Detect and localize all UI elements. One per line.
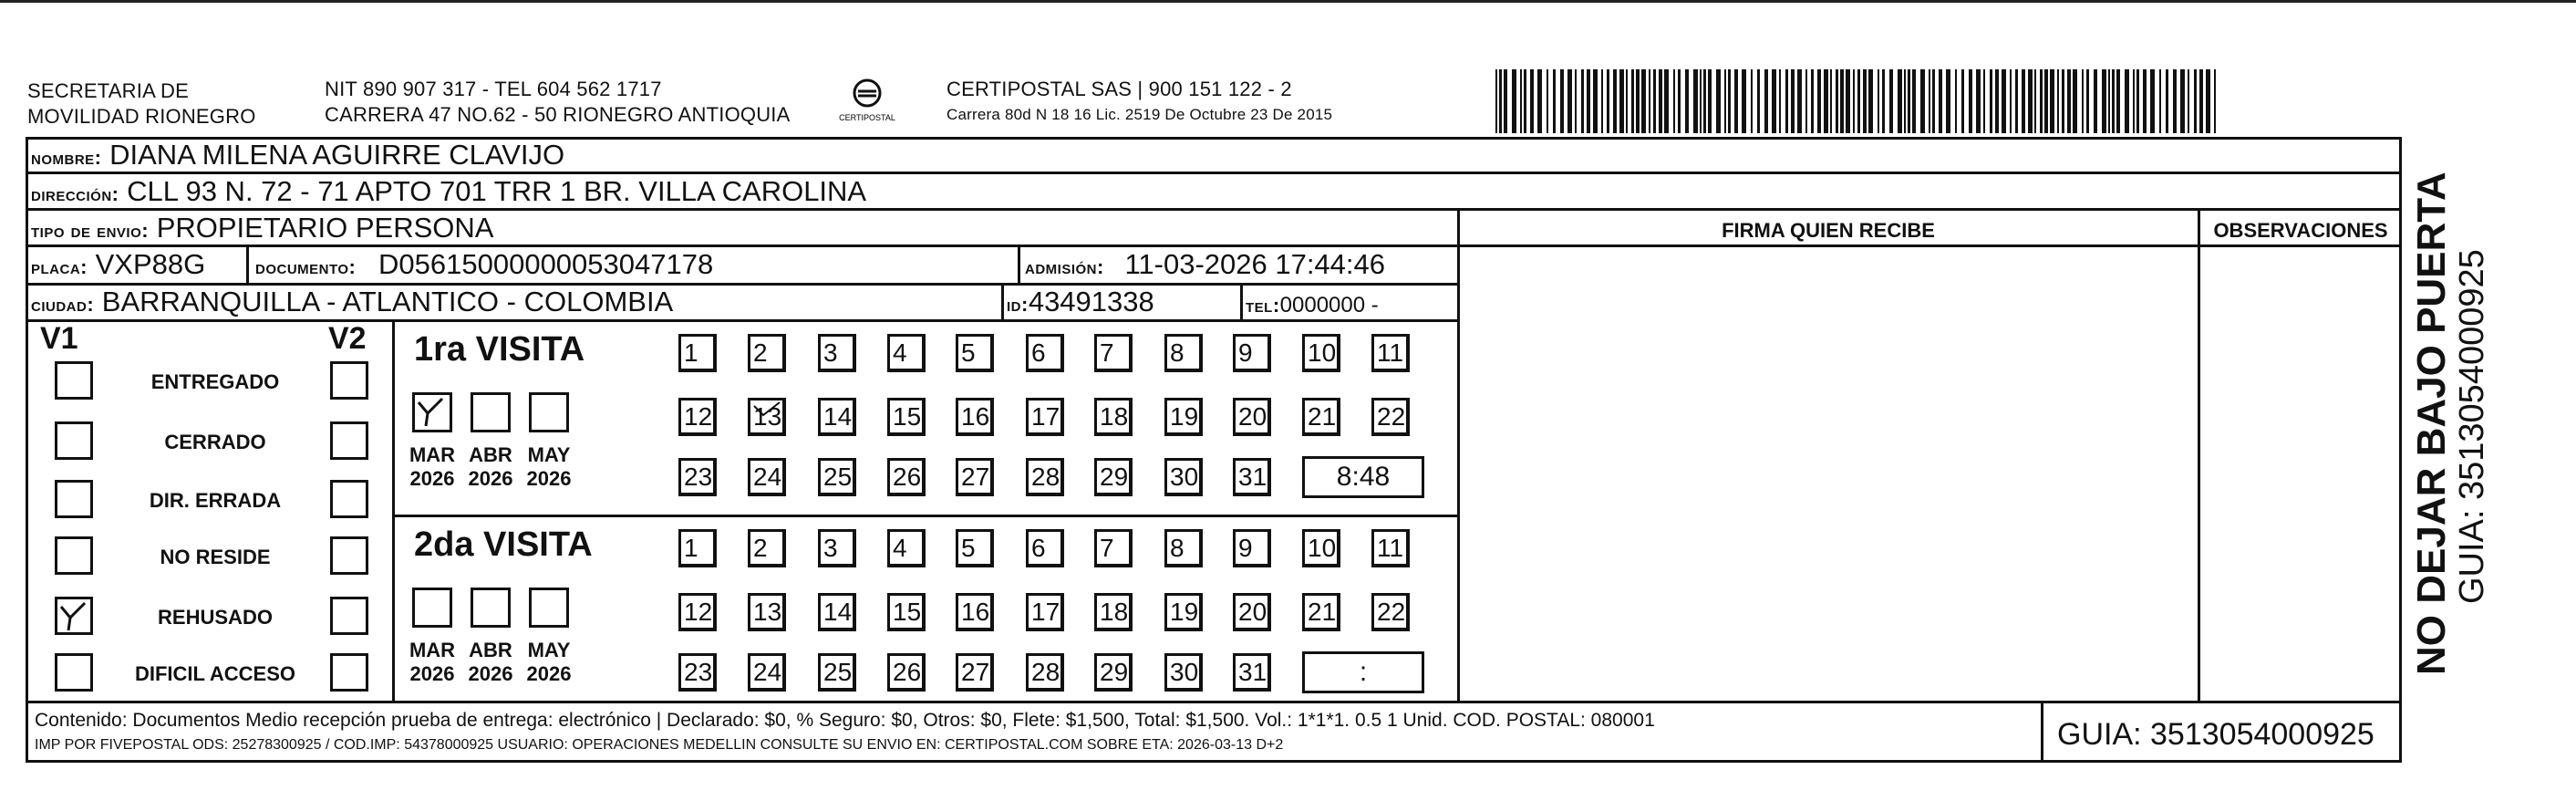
- barcode-bar: [1631, 69, 1634, 133]
- v2-checkbox[interactable]: [330, 480, 368, 518]
- documento-value: D05615000000053047178: [378, 248, 714, 280]
- barcode-bar: [1830, 69, 1832, 133]
- month-checkbox[interactable]: [471, 392, 511, 432]
- carrier-block: [947, 77, 1332, 128]
- day-box[interactable]: 9: [1233, 334, 1271, 372]
- barcode-bar: [1898, 69, 1902, 133]
- barcode-bar: [1673, 69, 1675, 133]
- v2-header: V2: [328, 321, 367, 356]
- day-box[interactable]: 9: [1233, 529, 1271, 567]
- org-name: [27, 78, 256, 130]
- status-label: DIFICIL ACCESO: [134, 662, 295, 685]
- day-box[interactable]: 23: [678, 653, 717, 692]
- direccion-value: CLL 93 N. 72 - 71 APTO 701 TRR 1 BR. VILLA CAROLINA: [127, 175, 867, 207]
- barcode-bar: [1581, 69, 1584, 133]
- day-box[interactable]: 21: [1302, 593, 1340, 631]
- barcode-bar: [2125, 69, 2129, 133]
- month-name: MAR: [409, 443, 456, 466]
- v1-checkbox[interactable]: [55, 653, 93, 692]
- barcode-bar: [1961, 69, 1964, 133]
- barcode-bar: [1700, 69, 1702, 133]
- barcode-bar: [1607, 69, 1609, 133]
- day-box[interactable]: 14: [818, 398, 856, 436]
- day-box[interactable]: 7: [1094, 529, 1133, 567]
- nombre-value: DIANA MILENA AGUIRRE CLAVIJO: [109, 139, 565, 171]
- barcode-bar: [1636, 69, 1640, 133]
- barcode-bar: [1524, 69, 1526, 133]
- status-label: REHUSADO: [158, 606, 273, 629]
- barcode-bar: [1619, 69, 1624, 133]
- time-box[interactable]: 8:48: [1302, 456, 1424, 498]
- status-label: ENTREGADO: [150, 370, 280, 393]
- barcode-bar: [1742, 69, 1746, 133]
- barcode-bar: [1499, 69, 1502, 133]
- barcode-bar: [1904, 69, 1906, 133]
- barcode-bar: [1779, 69, 1781, 133]
- day-box[interactable]: 12: [678, 593, 717, 631]
- footer-imp: IMP POR FIVEPOSTAL ODS: 25278300925 / COD.IMP: 54378000925 USUARIO: OPERACIONES MEDELLIN CONSULTE SU ENVIO EN: CERTIPOSTAL.COM SOBRE ETA: 2026-03-13 D+2: [35, 737, 1284, 753]
- barcode-bar: [2073, 69, 2077, 133]
- carrier-line-1: CERTIPOSTAL SAS | 900 151 122 - 2: [947, 78, 1292, 100]
- barcode-bar: [2206, 69, 2210, 133]
- day-box[interactable]: 16: [956, 593, 994, 631]
- barcode-bar: [1836, 69, 1838, 133]
- barcode-bar: [2002, 69, 2006, 133]
- v2-checkbox[interactable]: [330, 361, 368, 400]
- day-box[interactable]: 17: [1026, 398, 1064, 436]
- direccion-row: [31, 176, 866, 210]
- v2-checkbox[interactable]: [330, 597, 368, 635]
- day-box[interactable]: 29: [1094, 653, 1133, 692]
- day-box[interactable]: 20: [1233, 398, 1271, 436]
- day-box[interactable]: 2: [748, 334, 786, 372]
- month-year: 2026: [468, 662, 513, 685]
- month-label: [403, 639, 461, 686]
- barcode-bar: [1995, 69, 1999, 133]
- barcode-bar: [1649, 69, 1650, 133]
- barcode-bar: [2050, 69, 2054, 133]
- barcode-bar: [1912, 69, 1916, 133]
- day-box[interactable]: 15: [887, 593, 926, 631]
- day-box[interactable]: 4: [887, 334, 926, 372]
- month-name: ABR: [469, 639, 512, 661]
- day-box[interactable]: 15: [887, 398, 926, 436]
- barcode-bar: [2116, 69, 2120, 133]
- barcode-bar: [1969, 69, 1972, 133]
- barcode-bar: [2173, 69, 2177, 133]
- time-box[interactable]: :: [1302, 651, 1424, 693]
- day-box[interactable]: 18: [1094, 593, 1133, 631]
- barcode-bar: [2102, 69, 2106, 133]
- signature-area[interactable]: [1459, 248, 2198, 701]
- day-box[interactable]: 28: [1026, 458, 1064, 496]
- barcode-bar: [1734, 69, 1738, 133]
- barcode-bar: [1772, 69, 1776, 133]
- id-label: id:: [1007, 293, 1029, 316]
- barcode-bar: [1797, 69, 1802, 133]
- barcode-bar: [1641, 69, 1646, 133]
- id-cell: [1007, 286, 1154, 320]
- barcode-bar: [1626, 69, 1628, 133]
- barcode-bar: [1889, 69, 1893, 133]
- day-box[interactable]: 7: [1094, 334, 1133, 372]
- barcode-bar: [1976, 69, 1981, 133]
- footer-contenido: Contenido: Documentos Medio recepción prueba de entrega: electrónico | Declarado: $0, % Seguro: $0, Otros: $0, Flete: $1,500, Total: $1,500. Vol.: 1*1*1. 0.5 1 Unid. COD. POSTAL: 080001: [35, 710, 1655, 731]
- barcode-bar: [1520, 69, 1522, 133]
- barcode-bar: [1983, 69, 1985, 133]
- day-box[interactable]: 24: [748, 653, 786, 692]
- month-label: [520, 443, 578, 491]
- day-box[interactable]: 8: [1164, 529, 1203, 567]
- placa-value: VXP88G: [95, 248, 206, 280]
- barcode-bar: [1929, 69, 1930, 133]
- observations-area[interactable]: [2199, 248, 2402, 701]
- barcode-bar: [1863, 69, 1867, 133]
- barcode-bar: [2199, 69, 2203, 133]
- barcode-bar: [1560, 69, 1564, 133]
- barcode-bar: [2133, 69, 2135, 133]
- barcode-bar: [1853, 69, 1855, 133]
- certipostal-logo: [835, 75, 899, 130]
- admision-value: 11-03-2026 17:44:46: [1124, 248, 1386, 280]
- day-box[interactable]: 30: [1164, 653, 1203, 692]
- barcode-bar: [1659, 69, 1662, 133]
- barcode-bar: [1805, 69, 1807, 133]
- visit-title: 1ra VISITA: [414, 330, 585, 369]
- top-rule: [0, 0, 2576, 3]
- barcode-bar: [2194, 69, 2197, 133]
- barcode-bar: [2094, 69, 2097, 133]
- month-year: 2026: [409, 467, 455, 490]
- side-guia: GUIA: 3513054000925: [2453, 249, 2491, 604]
- day-box[interactable]: 22: [1371, 398, 1410, 436]
- barcode-bar: [1664, 69, 1669, 133]
- day-box[interactable]: 2: [748, 529, 786, 567]
- placa-cell: [31, 249, 205, 283]
- month-year: 2026: [468, 467, 513, 490]
- day-box[interactable]: 11: [1371, 529, 1410, 567]
- day-box[interactable]: 26: [887, 458, 926, 496]
- barcode-bar: [1495, 69, 1497, 133]
- day-box[interactable]: 27: [956, 653, 994, 692]
- barcode-bar: [1878, 69, 1879, 133]
- barcode-bar: [2062, 69, 2064, 133]
- day-box[interactable]: 1: [678, 529, 717, 567]
- month-name: MAR: [409, 639, 456, 661]
- barcode-bar: [1824, 69, 1828, 133]
- status-label: NO RESIDE: [160, 546, 271, 568]
- barcode-bar: [1757, 69, 1760, 133]
- day-box[interactable]: 29: [1094, 458, 1133, 496]
- barcode-bar: [1716, 69, 1721, 133]
- day-box[interactable]: 12: [678, 398, 717, 436]
- barcode-bar: [2136, 69, 2139, 133]
- day-box[interactable]: 25: [818, 653, 856, 692]
- barcode-bar: [1512, 69, 1516, 133]
- barcode-bar: [1703, 69, 1706, 133]
- observaciones-header: OBSERVACIONES: [2213, 219, 2388, 242]
- barcode-bar: [2112, 69, 2115, 133]
- day-box[interactable]: 8: [1164, 334, 1203, 372]
- barcode-bar: [1932, 69, 1935, 133]
- day-box[interactable]: 6: [1026, 334, 1064, 372]
- barcode-bar: [2159, 69, 2161, 133]
- day-box[interactable]: 20: [1233, 593, 1271, 631]
- barcode-bar: [1946, 69, 1950, 133]
- barcode-bar: [1553, 69, 1556, 133]
- day-box[interactable]: 5: [956, 334, 994, 372]
- day-box[interactable]: 25: [818, 458, 856, 496]
- barcode-bar: [1920, 69, 1925, 133]
- barcode-bar: [1764, 69, 1768, 133]
- day-box[interactable]: 13: [748, 593, 786, 631]
- day-box[interactable]: 31: [1233, 458, 1271, 496]
- barcode-bar: [2180, 69, 2185, 133]
- barcode-bar: [1785, 69, 1788, 133]
- month-checkbox[interactable]: [471, 588, 511, 628]
- month-label: [403, 443, 461, 491]
- barcode-bar: [1601, 69, 1603, 133]
- tipo-value: PROPIETARIO PERSONA: [156, 212, 494, 244]
- day-box[interactable]: 23: [678, 458, 717, 496]
- nit-block: [325, 77, 790, 128]
- tel-label: tel:: [1246, 294, 1280, 317]
- barcode-bar: [1587, 69, 1590, 133]
- month-label: [520, 639, 578, 686]
- v1-checkbox[interactable]: [55, 597, 93, 635]
- barcode-bar: [2188, 69, 2189, 133]
- org-line-1: SECRETARIA DE: [27, 79, 190, 102]
- month-name: MAY: [527, 639, 571, 661]
- barcode-bar: [1724, 69, 1726, 133]
- month-checkbox[interactable]: [529, 588, 569, 628]
- day-box[interactable]: 27: [956, 458, 994, 496]
- v1-checkbox[interactable]: [55, 421, 93, 460]
- barcode-bar: [1678, 69, 1681, 133]
- day-box[interactable]: 31: [1233, 653, 1271, 692]
- day-box[interactable]: 4: [887, 529, 926, 567]
- day-box[interactable]: 28: [1026, 653, 1064, 692]
- status-label: CERRADO: [164, 431, 266, 453]
- month-name: MAY: [527, 443, 571, 466]
- barcode-bar: [2015, 69, 2018, 133]
- barcode-bar: [1593, 69, 1598, 133]
- barcode: [1495, 69, 2225, 135]
- documento-label: documento:: [255, 255, 357, 278]
- admision-label: admisión:: [1025, 255, 1104, 278]
- barcode-bar: [2057, 69, 2059, 133]
- ciudad-cell: [31, 286, 673, 320]
- day-box[interactable]: 21: [1302, 398, 1340, 436]
- nombre-label: nombre:: [31, 146, 102, 169]
- barcode-bar: [2028, 69, 2033, 133]
- nit-line-1: NIT 890 907 317 - TEL 604 562 1717: [325, 78, 662, 100]
- barcode-bar: [2150, 69, 2155, 133]
- tipo-row: [31, 213, 493, 246]
- barcode-bar: [1547, 69, 1548, 133]
- month-year: 2026: [526, 467, 572, 490]
- month-label: [461, 639, 520, 686]
- placa-label: placa:: [31, 255, 88, 278]
- id-value: 43491338: [1028, 286, 1154, 317]
- barcode-bar: [2214, 69, 2216, 133]
- barcode-bar: [2067, 69, 2071, 133]
- barcode-bar: [1811, 69, 1814, 133]
- day-box[interactable]: 26: [887, 653, 926, 692]
- barcode-bar: [1693, 69, 1698, 133]
- barcode-bar: [2082, 69, 2084, 133]
- day-box[interactable]: 30: [1164, 458, 1203, 496]
- barcode-bar: [1530, 69, 1534, 133]
- day-box[interactable]: 19: [1164, 593, 1203, 631]
- day-box[interactable]: 10: [1302, 529, 1340, 567]
- no-dejar-bajo-puerta: NO DEJAR BAJO PUERTA: [2409, 172, 2454, 675]
- barcode-bar: [1685, 69, 1689, 133]
- month-label: [461, 443, 520, 491]
- barcode-bar: [1857, 69, 1860, 133]
- barcode-bar: [2040, 69, 2043, 133]
- day-box[interactable]: 16: [956, 398, 994, 436]
- carrier-line-2: Carrera 80d N 18 16 Lic. 2519 De Octubre 23 De 2015: [947, 106, 1333, 123]
- admision-cell: [1025, 249, 1385, 283]
- barcode-bar: [2086, 69, 2089, 133]
- barcode-bar: [1613, 69, 1617, 133]
- barcode-bar: [1791, 69, 1795, 133]
- barcode-bar: [2022, 69, 2025, 133]
- day-box[interactable]: 1: [678, 334, 717, 372]
- nit-line-2: CARRERA 47 NO.62 - 50 RIONEGRO ANTIOQUIA: [325, 103, 791, 126]
- svg-text:CERTIPOSTAL: CERTIPOSTAL: [839, 113, 895, 122]
- barcode-bar: [2010, 69, 2012, 133]
- barcode-bar: [1751, 69, 1753, 133]
- tipo-label: tipo de envio:: [31, 219, 150, 242]
- barcode-bar: [1567, 69, 1572, 133]
- barcode-bar: [1990, 69, 1992, 133]
- barcode-bar: [1728, 69, 1731, 133]
- visit-title: 2da VISITA: [414, 525, 593, 564]
- barcode-bar: [2143, 69, 2147, 133]
- ciudad-label: ciudad:: [31, 293, 95, 316]
- month-checkbox[interactable]: [412, 588, 452, 628]
- barcode-bar: [1846, 69, 1850, 133]
- barcode-bar: [1868, 69, 1873, 133]
- barcode-bar: [1955, 69, 1957, 133]
- barcode-bar: [1840, 69, 1844, 133]
- v2-checkbox[interactable]: [330, 421, 368, 460]
- day-box[interactable]: 11: [1371, 334, 1410, 372]
- v2-checkbox[interactable]: [330, 536, 368, 575]
- barcode-bar: [1882, 69, 1885, 133]
- footer-guia: GUIA: 3513054000925: [2057, 717, 2374, 752]
- day-box[interactable]: 19: [1164, 398, 1203, 436]
- barcode-bar: [1653, 69, 1656, 133]
- day-box[interactable]: 17: [1026, 593, 1064, 631]
- v2-checkbox[interactable]: [330, 653, 368, 692]
- documento-cell: [255, 249, 713, 283]
- day-box[interactable]: 6: [1026, 529, 1064, 567]
- month-name: ABR: [469, 443, 512, 466]
- day-box[interactable]: 14: [818, 593, 856, 631]
- day-box[interactable]: 5: [956, 529, 994, 567]
- barcode-bar: [1504, 69, 1507, 133]
- direccion-label: dirección:: [31, 182, 119, 205]
- day-box[interactable]: 18: [1094, 398, 1133, 436]
- barcode-bar: [1908, 69, 1910, 133]
- day-box[interactable]: 3: [818, 334, 856, 372]
- tel-value: 0000000 -: [1279, 293, 1379, 317]
- day-box[interactable]: 10: [1302, 334, 1340, 372]
- barcode-bar: [2034, 69, 2036, 133]
- day-box[interactable]: 3: [818, 529, 856, 567]
- org-line-2: MOVILIDAD RIONEGRO: [27, 105, 256, 128]
- barcode-bar: [2166, 69, 2168, 133]
- tel-cell: [1246, 290, 1379, 321]
- day-box[interactable]: 24: [748, 458, 786, 496]
- barcode-bar: [1939, 69, 1942, 133]
- status-label: DIR. ERRADA: [149, 489, 282, 512]
- barcode-bar: [1537, 69, 1542, 133]
- v1-header: V1: [40, 321, 78, 356]
- day-box[interactable]: 22: [1371, 593, 1410, 631]
- barcode-bar: [1575, 69, 1577, 133]
- firma-quien-recibe-header: FIRMA QUIEN RECIBE: [1722, 219, 1935, 242]
- month-checkbox[interactable]: [529, 392, 569, 432]
- v1-checkbox[interactable]: [55, 361, 93, 400]
- month-year: 2026: [526, 662, 572, 685]
- barcode-bar: [2108, 69, 2110, 133]
- v1-checkbox[interactable]: [55, 536, 93, 575]
- barcode-bar: [2044, 69, 2048, 133]
- v1-checkbox[interactable]: [55, 480, 93, 518]
- nombre-row: [31, 140, 564, 173]
- barcode-bar: [1817, 69, 1821, 133]
- month-year: 2026: [409, 662, 455, 685]
- barcode-bar: [1708, 69, 1712, 133]
- day-box[interactable]: 13: [748, 398, 786, 436]
- ciudad-value: BARRANQUILLA - ATLANTICO - COLOMBIA: [101, 286, 674, 317]
- month-checkbox[interactable]: [412, 392, 452, 432]
